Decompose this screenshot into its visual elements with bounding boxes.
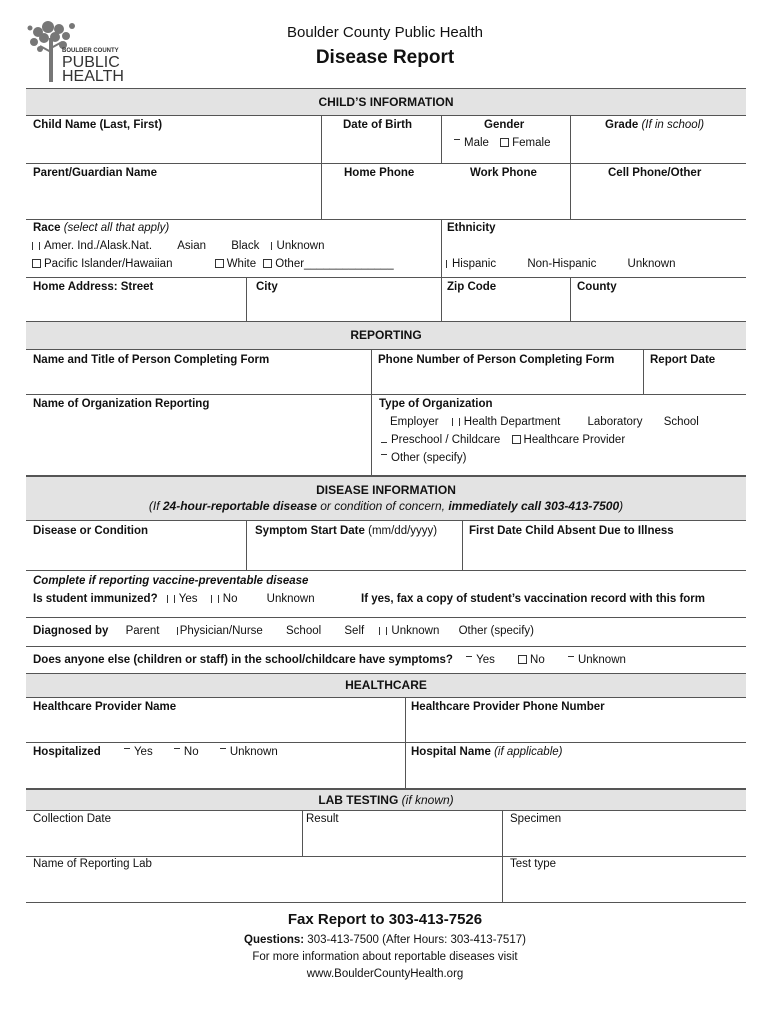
specimen-label: Specimen [510, 813, 562, 825]
child-name-label: Child Name (Last, First) [33, 119, 163, 131]
disease-subheading [26, 499, 746, 513]
race-label [33, 222, 169, 234]
fax-note: If yes, fax a copy of student’s vaccination record with this form [361, 593, 706, 605]
org-type-row-3 [379, 452, 466, 464]
person-label: Name and Title of Person Completing Form [33, 354, 270, 366]
race-amer-checkbox[interactable] [32, 242, 40, 250]
cell-phone-label: Cell Phone/Other [608, 167, 702, 179]
provider-checkbox[interactable] [512, 435, 521, 444]
org-type-row-2 [379, 434, 625, 446]
hosp-no-checkbox[interactable] [174, 748, 180, 749]
eth-unknown-label: Unknown [627, 258, 676, 270]
sub-bold-1: 24-hour-reportable disease [162, 499, 317, 513]
collection-date-label: Collection Date [33, 813, 111, 825]
sub-mid: or condition of concern, [316, 499, 449, 513]
race-unknown-label: Unknown [276, 240, 325, 252]
symptom-label-text: Symptom Start Date [255, 525, 365, 537]
preschool-checkbox[interactable] [381, 442, 387, 443]
diag-physician-label: Physician/Nurse [179, 625, 263, 637]
condition-label: Disease or Condition [33, 525, 149, 537]
lab-name-label: Name of Reporting Lab [33, 858, 152, 870]
absent-date-label: First Date Child Absent Due to Illness [469, 525, 674, 537]
parent-name-label: Parent/Guardian Name [33, 167, 157, 179]
immunized-yes-label: Yes [178, 593, 198, 605]
preschool-label: Preschool / Childcare [391, 434, 501, 446]
hosp-unknown-checkbox[interactable] [220, 748, 226, 749]
lab-heading-hint: (if known) [401, 793, 454, 807]
sym-unknown-checkbox[interactable] [568, 656, 574, 657]
questions-text: 303-413-7500 (After Hours: 303-413-7517) [304, 934, 526, 946]
org-name: Boulder County Public Health [287, 24, 483, 41]
symptoms-question: Does anyone else (children or staff) in the school/childcare have symptoms? [33, 654, 453, 666]
sub-open: (If [148, 499, 163, 513]
vaccine-note: Complete if reporting vaccine-preventable disease [33, 575, 309, 587]
ethnicity-options [444, 258, 676, 270]
sym-yes-label: Yes [476, 654, 495, 666]
org-type-row-1 [390, 416, 699, 428]
hospitalized-label: Hospitalized [33, 746, 101, 758]
school-label: School [663, 416, 699, 428]
lab-heading [26, 789, 746, 811]
home-phone-label: Home Phone [344, 167, 415, 179]
gender-label: Gender [484, 119, 525, 131]
diag-unknown-label: Unknown [391, 625, 440, 637]
result-label: Result [306, 813, 339, 825]
female-label: Female [512, 137, 551, 149]
hospital-name-label [411, 746, 563, 758]
race-pacific-label: Pacific Islander/Hawaiian [44, 258, 173, 270]
sym-no-label: No [530, 654, 545, 666]
diagnosed-row [33, 625, 534, 637]
website-link[interactable]: www.BoulderCountyHealth.org [306, 968, 464, 980]
race-asian-label: Asian [177, 240, 206, 252]
race-white-checkbox[interactable] [215, 259, 224, 268]
sub-bold-2: immediately call 303-413-7500 [448, 499, 620, 513]
grade-hint: (If in school) [641, 119, 705, 131]
logo-small-text: BOULDER COUNTY [62, 48, 119, 54]
hospital-label-text: Hospital Name [411, 746, 491, 758]
eth-nonhispanic-label: Non-Hispanic [527, 258, 597, 270]
diag-physician-checkbox[interactable] [177, 627, 178, 635]
logo-line2: HEALTH [62, 68, 124, 85]
diag-unknown-checkbox[interactable] [379, 627, 387, 635]
immunized-no-checkbox[interactable] [211, 595, 219, 603]
hospitalized-row [33, 746, 278, 758]
hosp-no-label: No [183, 746, 199, 758]
hospital-hint: (if applicable) [494, 746, 563, 758]
eth-hispanic-checkbox[interactable] [446, 260, 447, 268]
provider-name-label: Healthcare Provider Name [33, 701, 177, 713]
questions-line [0, 934, 770, 946]
child-info-heading: CHILD’S INFORMATION [26, 88, 746, 116]
diag-school-label: School [286, 625, 322, 637]
sym-no-checkbox[interactable] [518, 655, 527, 664]
sym-yes-checkbox[interactable] [466, 656, 472, 657]
race-row-1 [31, 240, 324, 252]
provider-label: Healthcare Provider [523, 434, 626, 446]
race-label-text: Race [33, 222, 61, 234]
laboratory-label: Laboratory [587, 416, 643, 428]
healthcare-heading: HEALTHCARE [26, 673, 746, 698]
diag-parent-label: Parent [125, 625, 160, 637]
address-label: Home Address: Street [33, 281, 154, 293]
race-row-2 [31, 258, 394, 270]
work-phone-label: Work Phone [470, 167, 537, 179]
county-label: County [577, 281, 617, 293]
female-checkbox[interactable] [500, 138, 509, 147]
more-info: For more information about reportable diseases visit [252, 951, 518, 963]
zip-label: Zip Code [447, 281, 497, 293]
immunized-yes-checkbox[interactable] [167, 595, 175, 603]
lab-heading-text: LAB TESTING [318, 793, 399, 807]
race-white-label: White [226, 258, 257, 270]
health-dept-label: Health Department [463, 416, 561, 428]
hosp-yes-checkbox[interactable] [124, 748, 130, 749]
person-phone-label: Phone Number of Person Completing Form [378, 354, 615, 366]
gender-options [452, 137, 551, 149]
page-title: Disease Report [315, 47, 455, 68]
disease-heading: DISEASE INFORMATION [316, 483, 456, 497]
hosp-yes-label: Yes [133, 746, 153, 758]
diag-other-label: Other (specify) [458, 625, 534, 637]
report-date-label: Report Date [650, 354, 716, 366]
provider-phone-label: Healthcare Provider Phone Number [411, 701, 605, 713]
immunized-question: Is student immunized? [33, 593, 158, 605]
symptoms-row [33, 654, 626, 666]
ethnicity-label: Ethnicity [447, 222, 496, 234]
hosp-unknown-label: Unknown [229, 746, 278, 758]
sub-close: ) [619, 499, 624, 513]
eth-hispanic-label: Hispanic [452, 258, 497, 270]
disease-heading-band [26, 476, 746, 521]
city-label: City [256, 281, 278, 293]
grade-label [605, 119, 704, 131]
race-other-label: Other______________ [275, 258, 394, 270]
race-other-checkbox[interactable] [263, 259, 272, 268]
male-label: Male [464, 137, 489, 149]
immunized-unknown-label: Unknown [266, 593, 315, 605]
questions-label: Questions: [244, 934, 305, 946]
immunized-no-label: No [222, 593, 238, 605]
other-label: Other (specify) [391, 452, 467, 464]
logo-line1: PUBLIC [62, 54, 120, 71]
grade-label-text: Grade [605, 119, 639, 131]
diag-self-label: Self [344, 625, 365, 637]
race-pacific-checkbox[interactable] [32, 259, 41, 268]
race-amer-label: Amer. Ind./Alask.Nat. [44, 240, 153, 252]
reporting-heading: REPORTING [26, 321, 746, 350]
other-checkbox[interactable] [381, 454, 387, 455]
dob-label: Date of Birth [343, 119, 412, 131]
race-unknown-checkbox[interactable] [271, 242, 272, 250]
symptom-date-label [255, 525, 437, 537]
health-dept-checkbox[interactable] [452, 418, 460, 426]
sym-unknown-label: Unknown [577, 654, 626, 666]
symptom-hint: (mm/dd/yyyy) [368, 525, 438, 537]
org-type-label: Type of Organization [379, 398, 493, 410]
immunized-row [33, 593, 315, 605]
race-hint: (select all that apply) [63, 222, 170, 234]
test-type-label: Test type [510, 858, 557, 870]
employer-label: Employer [390, 416, 439, 428]
male-checkbox[interactable] [454, 139, 460, 140]
org-label: Name of Organization Reporting [33, 398, 210, 410]
race-black-label: Black [231, 240, 260, 252]
diagnosed-label: Diagnosed by [33, 625, 109, 637]
fax-report: Fax Report to 303-413-7526 [287, 911, 483, 928]
